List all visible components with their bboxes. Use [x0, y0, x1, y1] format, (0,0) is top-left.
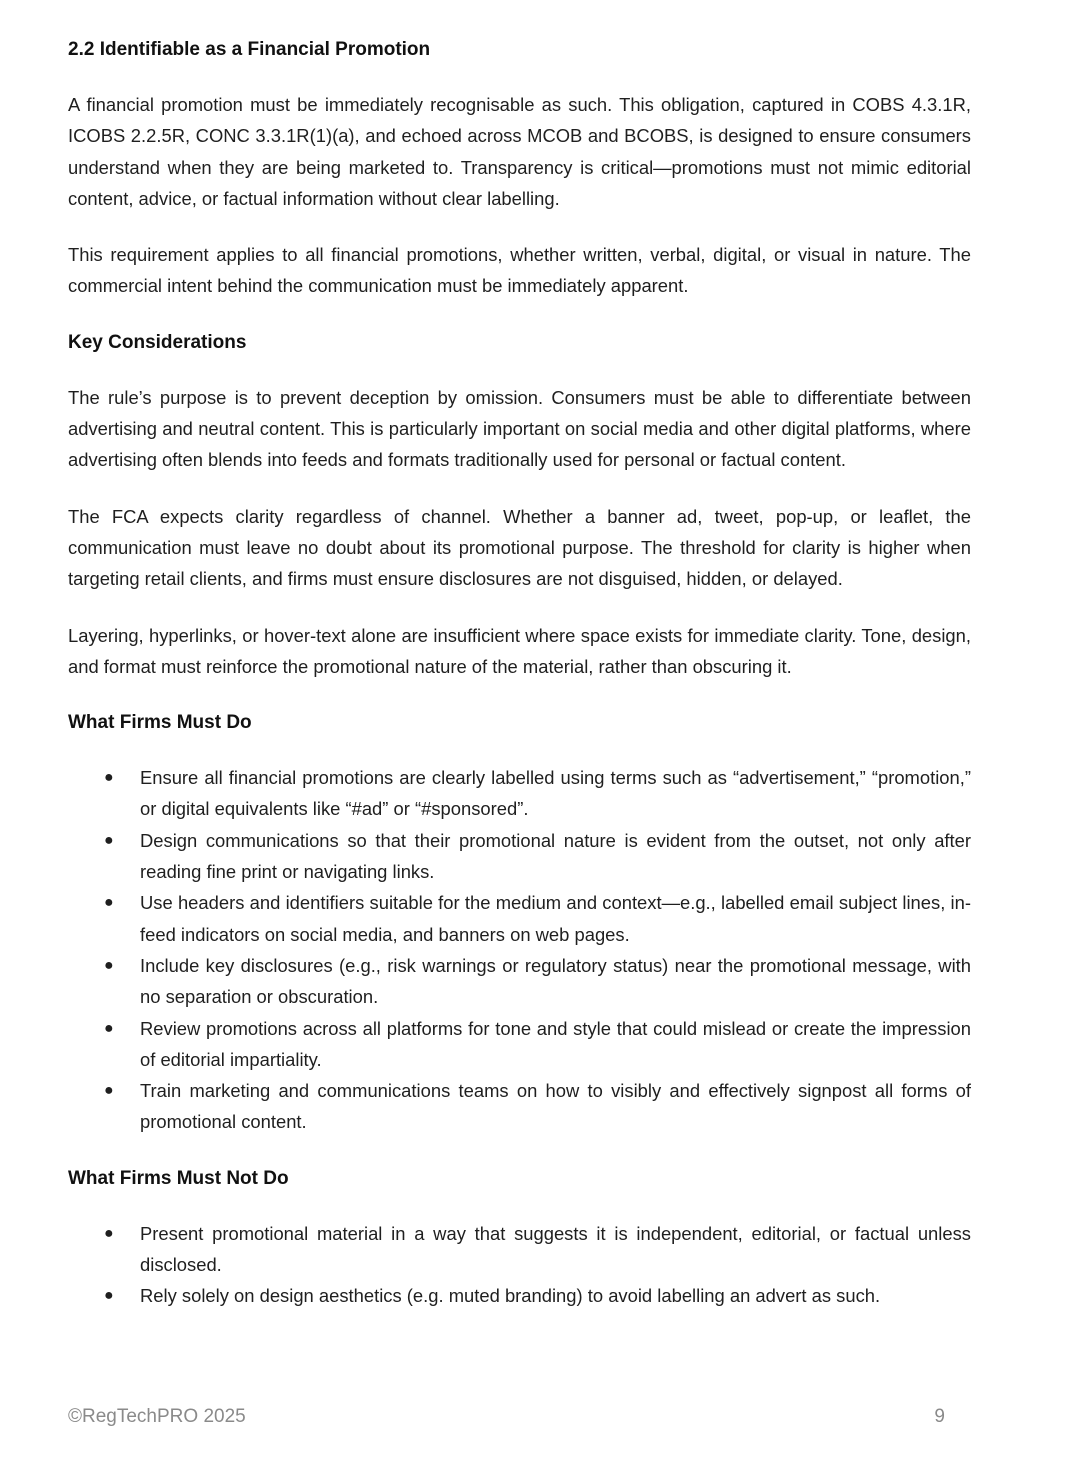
- bullet-icon: ●: [104, 769, 114, 787]
- paragraph: Layering, hyperlinks, or hover-text alone are insufficient where space exists for immediate clarity. Tone, design, and format must reinforce the promotional nature of the material, rather than obscuring it.: [68, 624, 971, 677]
- list-item-text: Design communications so that their promotional nature is evident from the outset, not only after reading fine print or navigating links.: [140, 829, 971, 883]
- document-page: [68, 34, 971, 1312]
- bullet-icon: ●: [104, 831, 114, 849]
- list-item-text: Rely solely on design aesthetics (e.g. muted branding) to avoid labelling an advert as such.: [140, 1285, 881, 1307]
- list-item-text: Include key disclosures (e.g., risk warnings or regulatory status) near the promotional message, with no separation or obscuration.: [140, 954, 971, 1008]
- bullet-icon: ●: [104, 1224, 114, 1242]
- key-considerations-heading: Key Considerations: [68, 331, 247, 353]
- paragraph: This requirement applies to all financial promotions, whether written, verbal, digital, or visual in nature. The commercial intent behind the communication must be immediately apparent.: [68, 244, 971, 297]
- list-item-text: Ensure all financial promotions are clearly labelled using terms such as “advertisement,” “promotion,” or digital equivalents like “#ad” or “#sponsored”.: [140, 767, 971, 820]
- must-do-heading: What Firms Must Do: [68, 712, 252, 734]
- page-number: 9: [934, 1406, 945, 1427]
- bullet-icon: ●: [104, 1019, 114, 1037]
- paragraph: The rule’s purpose is to prevent deception by omission. Consumers must be able to differentiate between advertising and neutral content. This is particularly important on social media and other digital platforms, where advertising often blends into feeds and formats traditionally used for personal or factual content.: [68, 386, 971, 471]
- must-not-do-list: [68, 1218, 971, 1312]
- list-item: [68, 950, 971, 1013]
- list-item: [68, 1013, 971, 1076]
- bullet-icon: ●: [104, 956, 114, 974]
- list-item-text: Present promotional material in a way that suggests it is independent, editorial, or factual unless disclosed.: [140, 1222, 971, 1276]
- list-item-text: Review promotions across all platforms for tone and style that could mislead or create the impression of editorial impartiality.: [140, 1017, 971, 1070]
- bullet-icon: ●: [104, 1082, 114, 1100]
- paragraph: A financial promotion must be immediately recognisable as such. This obligation, captured in COBS 4.3.1R, ICOBS 2.2.5R, CONC 3.3.1R(1)(a), and echoed across MCOB and BCOBS, is designed to ensure consumers understand when they are being marketed to. Transparency is critical—promotions must not mimic editorial content, advice, or factual information without clear labelling.: [68, 94, 971, 209]
- list-item: [68, 887, 971, 950]
- list-item: [68, 1075, 971, 1138]
- list-item: [68, 1218, 971, 1281]
- must-do-list: [68, 762, 971, 1138]
- list-item: [68, 1280, 971, 1311]
- list-item-text: Use headers and identifiers suitable for the medium and context—e.g., labelled email subject lines, in-feed indicators on social media, and banners on web pages.: [140, 892, 971, 945]
- list-item-text: Train marketing and communications teams on how to visibly and effectively signpost all forms of promotional content.: [140, 1080, 971, 1133]
- paragraph: The FCA expects clarity regardless of channel. Whether a banner ad, tweet, pop-up, or leaflet, the communication must leave no doubt about its promotional purpose. The threshold for clarity is higher when targeting retail clients, and firms must ensure disclosures are not disguised, hidden, or delayed.: [68, 505, 971, 590]
- list-item: [68, 762, 971, 825]
- must-not-do-heading: What Firms Must Not Do: [68, 1167, 289, 1189]
- copyright-text: ©RegTechPRO 2025: [68, 1406, 246, 1427]
- bullet-icon: ●: [104, 894, 114, 912]
- bullet-icon: ●: [104, 1287, 114, 1305]
- section-heading: 2.2 Identifiable as a Financial Promotion: [68, 39, 431, 60]
- page-footer: [68, 1406, 945, 1428]
- list-item: [68, 825, 971, 888]
